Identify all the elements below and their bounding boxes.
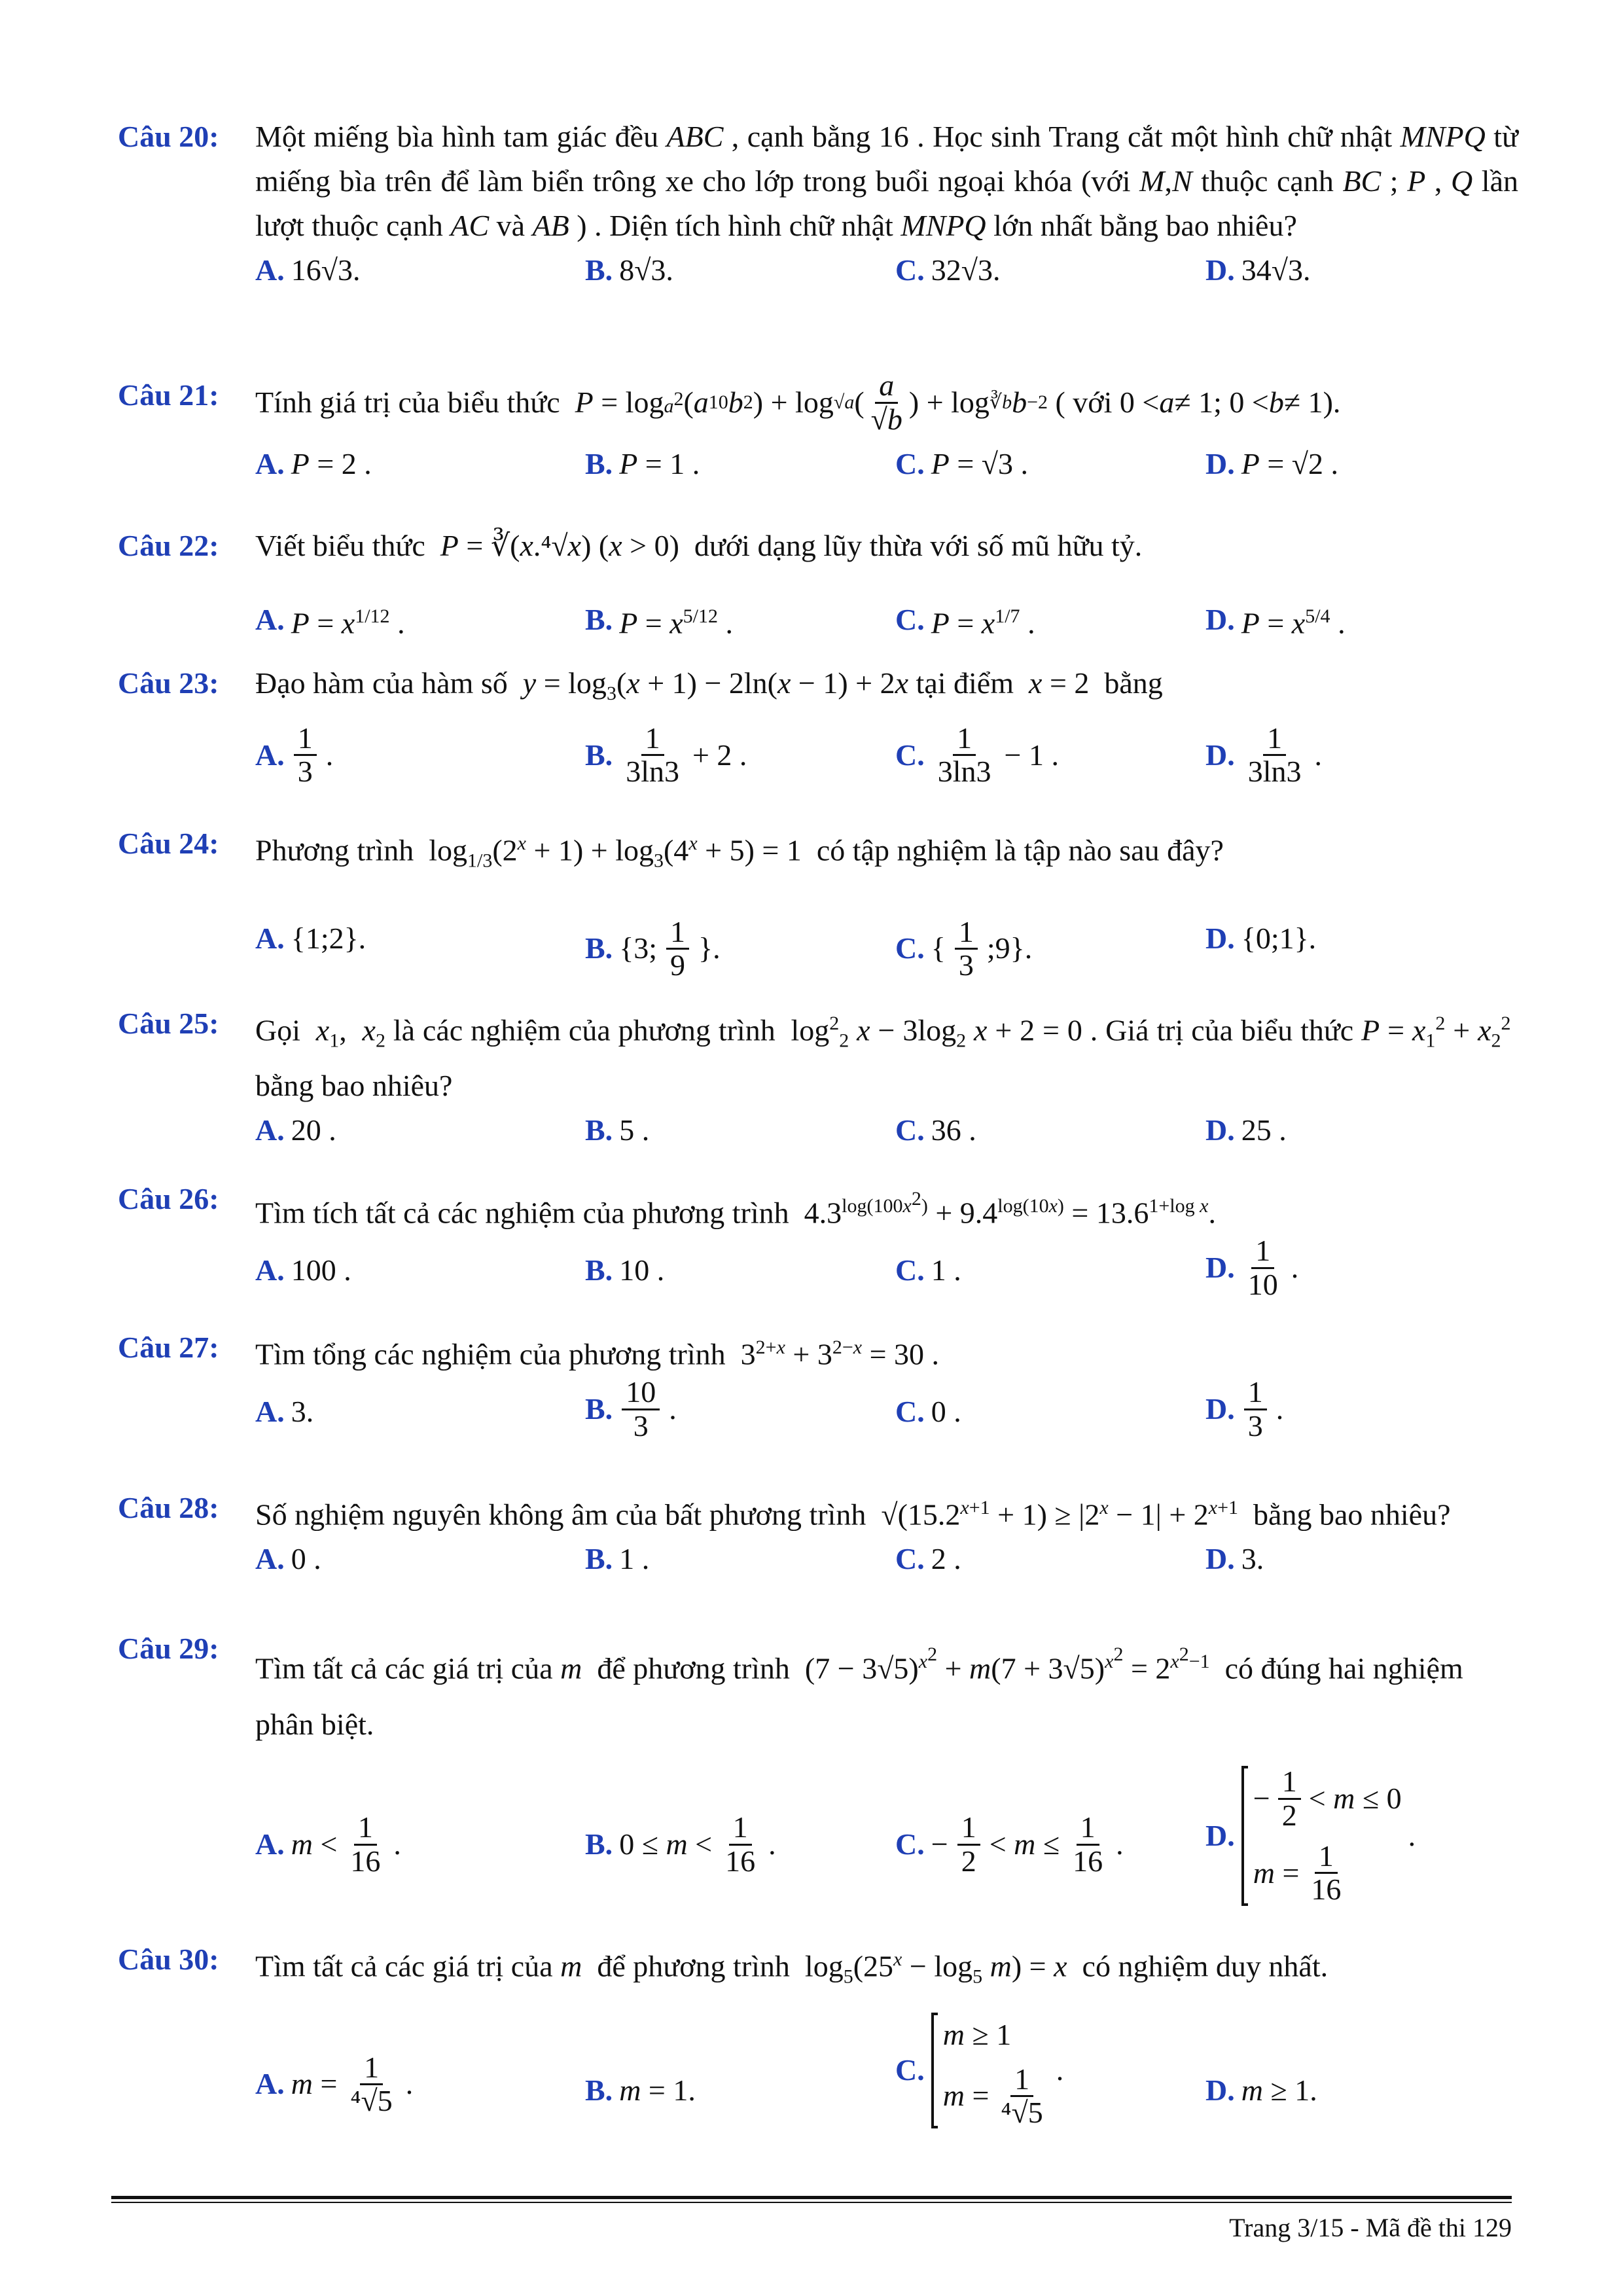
question-label: Câu 24: xyxy=(118,827,219,860)
question-text: Gọi $x_1$, $x_2$ là các nghiệm của phương trình $\log^2_2 x - 3\log_2$ x + 2 = 0 . Giá trị của biểu thức $P = x_1^2 + x_2^2$ bằng bao nhiêu? xyxy=(255,1013,1519,1102)
question-label: Câu 29: xyxy=(118,1632,219,1665)
question-label: Câu 21: xyxy=(118,378,219,412)
question-30 xyxy=(118,1937,1518,2170)
question-text: Tìm tất cả các giá trị của m để phương trình $\log_5(25^x - \log_5 m) = x$ có nghiệm duy nhất. xyxy=(255,1948,1329,1988)
option-a[interactable]: A. P = 2 . xyxy=(255,447,372,480)
question-28 xyxy=(118,1486,1518,1589)
question-label: Câu 23: xyxy=(118,666,219,700)
option-b[interactable]: B. P = 1 . xyxy=(585,447,700,480)
footer-rule-thin xyxy=(111,2202,1512,2203)
option-c[interactable]: C. m ≥ 1 m = $\frac{1}{\text{⁴√5}}$ . xyxy=(895,2013,1063,2129)
options xyxy=(255,1537,1518,1589)
page-footer: Trang 3/15 - Mã đề thi 129 xyxy=(1229,2213,1512,2242)
options xyxy=(255,442,1518,494)
option-b[interactable]: B. 1 . xyxy=(585,1542,650,1576)
question-27 xyxy=(118,1325,1518,1455)
option-c[interactable]: C. 36 . xyxy=(895,1113,976,1147)
option-c[interactable]: C. 0 . xyxy=(895,1395,961,1429)
option-a[interactable]: A. m = $\frac{1}{\text{⁴√5}}$ . xyxy=(255,2050,414,2117)
options xyxy=(255,916,1518,1001)
option-a[interactable]: A. 3. xyxy=(255,1395,314,1429)
question-label: Câu 25: xyxy=(118,1007,219,1040)
option-a[interactable]: A. $\frac{1}{3}$ . xyxy=(255,721,334,789)
footer-rule xyxy=(111,2196,1512,2199)
question-text: Viết biểu thức P = ∛(x.⁴√x) (x > 0) dưới dạng lũy thừa với số mũ hữu tỷ. xyxy=(255,529,1143,562)
option-a[interactable]: A. m < $\frac{1}{16}$ . xyxy=(255,1810,401,1878)
option-a[interactable]: A. 20 . xyxy=(255,1113,336,1147)
option-b[interactable]: B. {3; $\frac{1}{9}$ }. xyxy=(585,914,721,982)
question-text: Đạo hàm của hàm số $y = \log_3(x + 1) - 2\ln(x - 1) + 2x$ tại điểm x = 2 bằng xyxy=(255,666,1163,705)
option-b[interactable]: B. 0 ≤ m < $\frac{1}{16}$ . xyxy=(585,1810,776,1878)
option-d[interactable]: D. P = √2 . xyxy=(1205,447,1339,480)
question-22 xyxy=(118,524,1518,647)
question-text: Tìm tất cả các giá trị của m để phương trình $(7 - 3√5)^{x^2} + m(7 + 3√5)^{x^2} = 2^{x^2-1}$ có đúng hai nghiệm phân biệt. xyxy=(255,1643,1463,1742)
option-a[interactable]: A. $P = x^{1/12}$ . xyxy=(255,603,405,640)
option-d[interactable]: D. 34√3. xyxy=(1205,253,1311,287)
option-b[interactable]: B. 5 . xyxy=(585,1113,650,1147)
question-26 xyxy=(118,1165,1518,1314)
option-d[interactable]: D. {0;1}. xyxy=(1205,921,1317,955)
question-21 xyxy=(118,367,1518,494)
option-c[interactable]: C. 32√3. xyxy=(895,253,1001,287)
bracket-system: m ≥ 1 m = $\frac{1}{\text{⁴√5}}$ xyxy=(931,2013,1050,2129)
option-d[interactable]: D. 25 . xyxy=(1205,1113,1287,1147)
question-label: Câu 28: xyxy=(118,1491,219,1524)
options xyxy=(255,1376,1518,1455)
option-b[interactable]: B. 10 . xyxy=(585,1253,665,1287)
question-text: Tính giá trị của biểu thức P = log $a^2$ ( a 10 b 2 ) + log √a ( $\frac{a}{√b}$ ) + log ∛b b −2 ( với 0 < a ≠ 1; 0 < b ≠ 1). xyxy=(255,368,1341,436)
option-b[interactable]: B. m = 1. xyxy=(585,2073,696,2107)
question-25 xyxy=(118,1001,1518,1160)
option-d[interactable]: D. m ≥ 1. xyxy=(1205,2073,1317,2107)
option-c[interactable]: C. 2 . xyxy=(895,1542,961,1576)
option-d[interactable]: D. $\frac{1}{10}$ . xyxy=(1205,1234,1299,1301)
option-d[interactable]: D. $P = x^{5/4}$ . xyxy=(1205,603,1346,640)
option-d[interactable]: D. − $\frac{1}{2}$ < m ≤ 0 m = $\frac{1}{16}$ . xyxy=(1205,1765,1416,1907)
option-b[interactable]: B. 8√3. xyxy=(585,253,673,287)
option-c[interactable]: C. $P = x^{1/7}$ . xyxy=(895,603,1035,640)
option-a[interactable]: A. 0 . xyxy=(255,1542,321,1576)
option-c[interactable]: C. $\frac{1}{3\ln 3}$ − 1 . xyxy=(895,721,1059,789)
question-20 xyxy=(118,115,1518,300)
option-a[interactable]: A. 16√3. xyxy=(255,253,361,287)
question-label: Câu 22: xyxy=(118,529,219,562)
question-24 xyxy=(118,821,1518,1001)
question-23 xyxy=(118,661,1518,801)
option-a[interactable]: A. {1;2}. xyxy=(255,921,366,955)
options xyxy=(255,594,1518,647)
option-d[interactable]: D. $\frac{1}{3}$ . xyxy=(1205,1375,1284,1443)
option-b[interactable]: B. $\frac{10}{3}$ . xyxy=(585,1375,677,1443)
question-text: Tìm tích tất cả các nghiệm của phương trình $4.3^{log(100x^2)} + 9.4^{log(10x)} = 13.6^{1+log x}$. xyxy=(255,1188,1216,1230)
question-text: Tìm tổng các nghiệm của phương trình $3^{2+x} + 3^{2-x} = 30$ . xyxy=(255,1336,940,1371)
options xyxy=(255,1766,1518,1936)
question-label: Câu 30: xyxy=(118,1943,219,1976)
question-label: Câu 20: xyxy=(118,120,219,153)
options xyxy=(255,2013,1518,2170)
options xyxy=(255,723,1518,801)
option-c[interactable]: C. { $\frac{1}{3}$ ;9}. xyxy=(895,914,1033,982)
question-text: Số nghiệm nguyên không âm của bất phương trình $√(15.2^{x+1} + 1) \ge |2^x - 1| + 2^{x+1}$ bằng bao nhiêu? xyxy=(255,1497,1451,1532)
question-label: Câu 26: xyxy=(118,1182,219,1215)
option-c[interactable]: C. P = √3 . xyxy=(895,447,1029,480)
option-c[interactable]: C. − $\frac{1}{2}$ < m ≤ $\frac{1}{16}$ . xyxy=(895,1810,1124,1878)
option-d[interactable]: D. $\frac{1}{3\ln 3}$ . xyxy=(1205,721,1323,789)
options xyxy=(255,1108,1518,1160)
option-c[interactable]: C. 1 . xyxy=(895,1253,961,1287)
option-b[interactable]: B. $P = x^{5/12}$ . xyxy=(585,603,734,640)
options xyxy=(255,1235,1518,1314)
option-b[interactable]: B. $\frac{1}{3\ln 3}$ + 2 . xyxy=(585,721,747,789)
option-a[interactable]: A. 100 . xyxy=(255,1253,351,1287)
options xyxy=(255,248,1518,300)
option-d[interactable]: D. 3. xyxy=(1205,1542,1264,1576)
question-label: Câu 27: xyxy=(118,1331,219,1364)
question-text: Phương trình $\log_{1/3}(2^x + 1) + \log_3(4^x + 5) = 1$ có tập nghiệm là tập nào sau đây? xyxy=(255,833,1224,872)
bracket-system: − $\frac{1}{2}$ < m ≤ 0 m = $\frac{1}{16}$ xyxy=(1241,1766,1402,1905)
question-29 xyxy=(118,1620,1518,1936)
question-text: Một miếng bìa hình tam giác đều ABC , cạnh bằng 16 . Học sinh Trang cắt một hình chữ nhật MNPQ từ miếng bìa trên để làm biển trông xe cho lớp trong buổi ngoại khóa (với M,N thuộc cạnh BC ; P , Q lần lượt thuộc cạnh AC và AB ) . Diện tích hình chữ nhật MNPQ lớn nhất bằng bao nhiêu? xyxy=(255,120,1519,242)
